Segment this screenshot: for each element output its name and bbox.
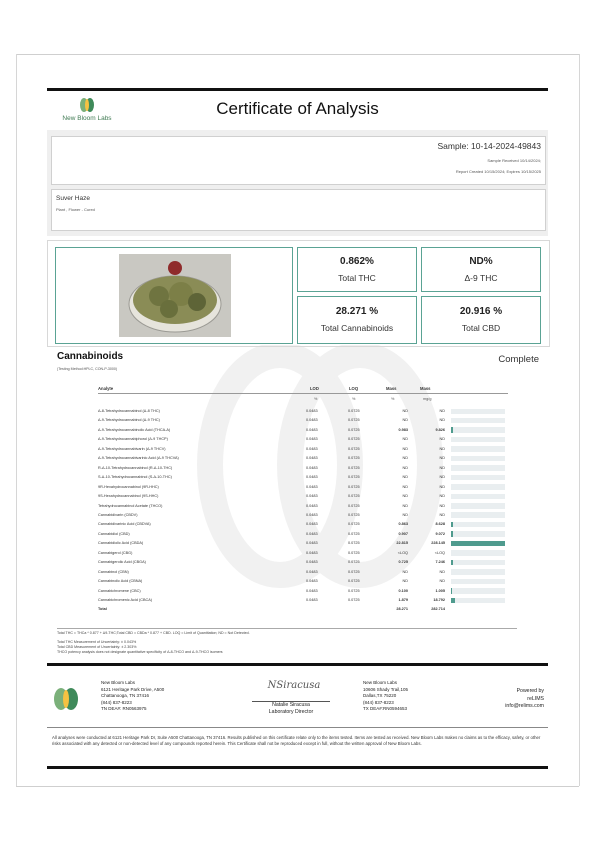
- loq-value: 0.0725: [348, 437, 360, 442]
- mass-pct-value: 22.815: [396, 541, 408, 546]
- table-row: [98, 587, 506, 596]
- analyte-name: 9S-Hexahydrocannabinol (9S-HHC): [98, 494, 159, 499]
- lod-value: 0.0483: [306, 560, 318, 565]
- mass-mg-value: 7.246: [435, 560, 445, 565]
- lod-value: 0.0483: [306, 569, 318, 574]
- loq-value: 0.0725: [348, 569, 360, 574]
- mass-bar-track: [451, 446, 505, 452]
- mass-bar-track: [451, 598, 505, 604]
- mass-mg-value: ND: [439, 418, 445, 423]
- col-mass-mg: Mass: [420, 386, 431, 391]
- mass-bar-fill: [451, 598, 455, 604]
- mass-mg-value: ND: [439, 569, 445, 574]
- analyte-name: Cannabigerol (CBG): [98, 550, 133, 555]
- page-title: Certificate of Analysis: [216, 99, 379, 118]
- footer-bottom-rule: [47, 727, 548, 728]
- table-row: [98, 568, 506, 577]
- mass-pct-value: 0.907: [398, 531, 408, 536]
- analyte-name: Δ-9-Tetrahydrocannabivarin (Δ-9 THCV): [98, 446, 166, 451]
- powered-by-name: reLIMS: [527, 695, 544, 702]
- page-end-rule: [47, 766, 548, 769]
- total-cbd-label: Total CBD: [461, 323, 501, 333]
- loq-value: 0.0725: [348, 475, 360, 480]
- mass-bar-track: [451, 418, 505, 424]
- mass-bar-track: [451, 531, 505, 537]
- mass-mg-value: ND: [439, 579, 445, 584]
- table-total-row: [98, 605, 506, 614]
- col-analyte: Analyte: [98, 386, 114, 391]
- mass-mg-value: 282.714: [431, 607, 445, 612]
- lab-phone: (844) 837-8223: [101, 699, 132, 705]
- lod-value: 0.0483: [306, 427, 318, 432]
- d9-thc-value: ND%: [469, 256, 493, 267]
- loq-value: 0.0725: [348, 494, 360, 499]
- mass-mg-value: 9.072: [435, 531, 445, 536]
- product-photo: [119, 254, 231, 337]
- loq-value: 0.0725: [348, 465, 360, 470]
- loq-value: 0.0725: [348, 550, 360, 555]
- mass-bar-track: [451, 409, 505, 415]
- mass-mg-value: ND: [439, 475, 445, 480]
- lab-address-1: 6121 Heritage Park Drive, A500: [101, 686, 165, 692]
- mass-bar-track: [451, 579, 505, 585]
- loq-value: 0.0725: [348, 541, 360, 546]
- mass-bar-track: [451, 456, 505, 462]
- mass-pct-value: 28.271: [396, 607, 408, 612]
- sample-id: Sample: 10-14-2024-49843: [437, 141, 541, 151]
- total-cbd-box: [421, 296, 541, 344]
- mass-bar-fill: [451, 560, 453, 566]
- mass-mg-value: ND: [439, 503, 445, 508]
- table-row: [98, 445, 506, 454]
- mass-bar-track: [451, 569, 505, 575]
- mass-pct-value: ND: [402, 579, 408, 584]
- col-mass-pct: Mass: [386, 386, 397, 391]
- loq-value: 0.0725: [348, 512, 360, 517]
- product-box: [51, 189, 546, 231]
- product-name: Suver Haze: [56, 195, 90, 202]
- flower-image: [119, 254, 231, 337]
- total-cannabinoids-box: [297, 296, 417, 344]
- analyte-name: Cannabinol (CBN): [98, 569, 129, 574]
- mass-mg-value: ND: [439, 409, 445, 413]
- loq-value: 0.0725: [348, 579, 360, 584]
- analyte-name: Cannabidiolic Acid (CBDA): [98, 541, 144, 546]
- analyte-name: Δ-9-Tetrahydrocannabinol (Δ-9 THC): [98, 418, 160, 423]
- unit-lod: %: [314, 397, 318, 401]
- mass-bar-track: [451, 427, 505, 433]
- mass-bar-track: [451, 560, 505, 566]
- lod-value: 0.0483: [306, 446, 318, 451]
- table-row: [98, 464, 506, 473]
- table-row: [98, 407, 506, 416]
- notes-rule: [57, 628, 517, 629]
- col-lod: LOD: [310, 386, 319, 391]
- mass-mg-value: ND: [439, 484, 445, 489]
- table-row: [98, 502, 506, 511]
- table-row: [98, 435, 506, 444]
- page-bottom-rule: [16, 786, 579, 787]
- loq-value: 0.0725: [348, 446, 360, 451]
- total-cbd-value: 20.916 %: [459, 306, 503, 317]
- mass-mg-value: 18.792: [433, 598, 445, 602]
- lod-value: 0.0483: [306, 541, 318, 546]
- mass-pct-value: ND: [402, 437, 408, 442]
- lod-value: 0.0483: [306, 503, 318, 508]
- loq-value: 0.0725: [348, 522, 360, 527]
- table-row: [98, 520, 506, 529]
- d9-thc-label: Δ-9 THC: [464, 273, 498, 283]
- total-thc-box: [297, 247, 417, 292]
- mass-pct-value: ND: [402, 475, 408, 480]
- analyte-name: Δ-9-Tetrahydrocannabivarinic Acid (Δ-9 THCVA): [98, 456, 179, 461]
- footer-logo-icon: [52, 686, 80, 712]
- mass-bar-fill: [451, 522, 453, 528]
- analyte-name: Cannabichromenic Acid (CBCA): [98, 598, 153, 602]
- director-signature: NSiracusa: [267, 680, 321, 691]
- analyte-name: Δ-8-Tetrahydrocannabinol (Δ-8 THC): [98, 409, 160, 413]
- mass-pct-value: 0.983: [398, 427, 408, 432]
- total-cannabinoids-value: 28.271 %: [335, 306, 379, 317]
- header-rule: [47, 88, 548, 91]
- analyte-name: Cannabinolic Acid (CBNA): [98, 579, 143, 584]
- table-row: [98, 511, 506, 520]
- analyte-name: Cannabidiol (CBD): [98, 531, 130, 536]
- lod-value: 0.0483: [306, 550, 318, 555]
- analyte-name: Cannabidivarin (CBDV): [98, 512, 138, 517]
- mass-pct-value: ND: [402, 512, 408, 517]
- mass-bar-track: [451, 494, 505, 500]
- table-header-rule: [98, 393, 508, 394]
- mass-bar-fill: [451, 427, 453, 433]
- analyte-name: Δ-9-Tetrahydrocannabiphorol (Δ-9 THCP): [98, 437, 168, 442]
- mass-mg-value: ND: [439, 465, 445, 470]
- mass-mg-value: 1.005: [435, 588, 445, 593]
- sample-received: Sample Received 10/14/2024;: [487, 158, 541, 163]
- cbd-uncertainty: Total CBD Measurement of Uncertainty: ± 2.303%: [57, 645, 137, 649]
- section-title: Cannabinoids: [57, 351, 124, 362]
- mass-bar-fill: [451, 531, 453, 537]
- analyte-name: Total: [98, 607, 107, 612]
- lab2-address-1: 10606 Shady Trail,105: [363, 686, 409, 692]
- total-thc-value: 0.862%: [340, 256, 374, 267]
- table-row: [98, 577, 506, 586]
- total-cannabinoids-label: Total Cannabinoids: [320, 323, 394, 333]
- loq-value: 0.0725: [348, 588, 360, 593]
- total-thc-label: Total THC: [338, 273, 376, 283]
- analyte-name: 9R-Hexahydrocannabinol (9R-HHC): [98, 484, 159, 489]
- powered-by-label: Powered by: [516, 688, 544, 694]
- lod-value: 0.0483: [306, 409, 318, 413]
- lab-address-2: Chattanooga, TN 37416: [101, 693, 149, 698]
- lod-value: 0.0483: [306, 588, 318, 593]
- mass-bar-track: [451, 522, 505, 528]
- table-row: [98, 539, 506, 548]
- mass-mg-value: ND: [439, 446, 445, 451]
- loq-value: 0.0725: [348, 418, 360, 423]
- mass-mg-value: ND: [439, 437, 445, 442]
- mass-bar-track: [451, 475, 505, 481]
- col-loq: LOQ: [349, 386, 359, 391]
- unit-loq: %: [352, 397, 356, 401]
- lod-value: 0.0483: [306, 456, 318, 461]
- director-title: Laboratory Director: [268, 708, 314, 715]
- mass-mg-value: 9.826: [435, 427, 445, 432]
- lod-value: 0.0483: [306, 598, 318, 602]
- analyte-name: Tetrahydrocannabinol Acetate (THCO): [98, 503, 163, 508]
- table-row: [98, 596, 506, 605]
- lod-value: 0.0483: [306, 531, 318, 536]
- mass-mg-value: ND: [439, 512, 445, 517]
- unit-mass-mg: mg/g: [423, 397, 432, 401]
- lab2-phone: (844) 837-8223: [363, 699, 394, 705]
- mass-bar-track: [451, 465, 505, 471]
- mass-bar-track: [451, 541, 505, 547]
- mass-bar-track: [451, 550, 505, 556]
- mass-pct-value: ND: [402, 484, 408, 489]
- loq-value: 0.0725: [348, 409, 360, 413]
- loq-value: 0.0725: [348, 484, 360, 489]
- lod-value: 0.0483: [306, 494, 318, 499]
- powered-by-email[interactable]: info@relims.com: [505, 703, 544, 709]
- mass-bar-track: [451, 437, 505, 443]
- loq-value: 0.0725: [348, 456, 360, 461]
- formula-note: Total THC = THCa * 0.877 + Δ9-THC;Total CBD = CBDa * 0.877 + CBD. LOQ = Limit of Quantitation; ND = Not Detected.: [57, 631, 250, 635]
- table-row: [98, 483, 506, 492]
- lod-value: 0.0483: [306, 484, 318, 489]
- mass-pct-value: ND: [402, 465, 408, 470]
- mass-pct-value: ND: [402, 418, 408, 423]
- unit-mass-pct: %: [391, 397, 395, 401]
- section-method: (Testing Method:HPLC, CON-P-3000): [57, 367, 118, 371]
- table-row: [98, 549, 506, 558]
- lod-value: 0.0483: [306, 437, 318, 442]
- mass-pct-value: 0.725: [398, 560, 408, 565]
- mass-bar-fill: [451, 541, 505, 547]
- analyte-name: Δ-9-Tetrahydrocannabinolic Acid (THCA-A): [98, 427, 171, 432]
- lab-name: New Bloom Labs: [101, 680, 136, 685]
- mass-bar-track: [451, 484, 505, 490]
- analyte-name: S-Δ-10-Tetrahydrocannabinol (S-Δ-10-THC): [98, 475, 172, 480]
- analyte-name: R-Δ-10-Tetrahydrocannabinol (R-Δ-10-THC): [98, 465, 173, 470]
- mass-pct-value: ND: [402, 446, 408, 451]
- mass-bar-track: [451, 512, 505, 518]
- mass-pct-value: <LOQ: [397, 550, 408, 555]
- lod-value: 0.0483: [306, 465, 318, 470]
- lab-dea: TN DEA#: RN0563975: [101, 706, 147, 711]
- brand-logo: [52, 97, 122, 127]
- table-row: [98, 416, 506, 425]
- mass-pct-value: 0.100: [398, 588, 408, 593]
- loq-value: 0.0725: [348, 503, 360, 508]
- lab2-dea: TX DEA#:RN0594653: [363, 706, 408, 711]
- lab2-address-2: Dallas,TX 75220: [363, 693, 397, 698]
- loq-value: 0.0725: [348, 560, 360, 565]
- mass-pct-value: 0.863: [398, 522, 408, 527]
- footer-top-rule: [47, 663, 548, 666]
- mass-pct-value: ND: [402, 409, 408, 413]
- analyte-name: Cannabigerolic Acid (CBGA): [98, 560, 146, 565]
- lod-value: 0.0483: [306, 579, 318, 584]
- loq-value: 0.0725: [348, 427, 360, 432]
- mass-mg-value: 228.145: [431, 541, 445, 546]
- mass-pct-value: ND: [402, 456, 408, 461]
- thco-note: THCO potency analysis does not designate quantitative specificity of Δ-8-THCO and Δ-9-THCO isomers: [57, 650, 223, 654]
- d9-thc-box: [421, 247, 541, 292]
- table-row: [98, 473, 506, 482]
- loq-value: 0.0725: [348, 531, 360, 536]
- loq-value: 0.0725: [348, 598, 360, 602]
- disclaimer: All analyses were conducted at 6121 Heritage Park Dr, Suite A500 Chattanooga, TN 37416. Results published on this certificate relate only to the items tested. Items are tested as received. New Bloom Labs makes no claims as to the efficacy, safety, or other risks associated with any detected or non-detected level of any compounds reported herein. This Certificate shall not be reproduced except in full, without the written approval of New Bloom Labs.: [52, 735, 541, 747]
- mass-pct-value: ND: [402, 503, 408, 508]
- mass-bar-track: [451, 503, 505, 509]
- mass-bar-track: [451, 588, 505, 594]
- status-complete: Complete: [498, 354, 539, 365]
- leaf-icon: [78, 97, 96, 113]
- director-name: Natalie Siracusa: [272, 702, 310, 708]
- table-row: [98, 454, 506, 463]
- thc-uncertainty: Total THC Measurement of Uncertainty: ± 0.043%: [57, 640, 137, 644]
- mass-pct-value: ND: [402, 569, 408, 574]
- lod-value: 0.0483: [306, 418, 318, 423]
- analyte-name: Cannabichromene (CBC): [98, 588, 141, 593]
- report-dates: Report Created 10/15/2024; Expires 10/15/2025: [455, 169, 541, 174]
- analyte-name: Cannabidivarinic Acid (CBDVA): [98, 522, 151, 527]
- mass-mg-value: <LOQ: [434, 550, 445, 555]
- lod-value: 0.0483: [306, 522, 318, 527]
- lab2-name: New Bloom Labs: [363, 680, 398, 685]
- lod-value: 0.0483: [306, 475, 318, 480]
- lod-value: 0.0483: [306, 512, 318, 517]
- mass-mg-value: ND: [439, 494, 445, 499]
- table-row: [98, 530, 506, 539]
- product-category: Plant , Flower - Cured: [56, 207, 95, 212]
- mass-mg-value: ND: [439, 456, 445, 461]
- table-row: [98, 426, 506, 435]
- table-row: [98, 492, 506, 501]
- brand-name: New Bloom Labs: [62, 115, 112, 122]
- mass-pct-value: ND: [402, 494, 408, 499]
- mass-mg-value: 8.628: [435, 522, 445, 527]
- table-row: [98, 558, 506, 567]
- mass-pct-value: 1.879: [398, 598, 408, 602]
